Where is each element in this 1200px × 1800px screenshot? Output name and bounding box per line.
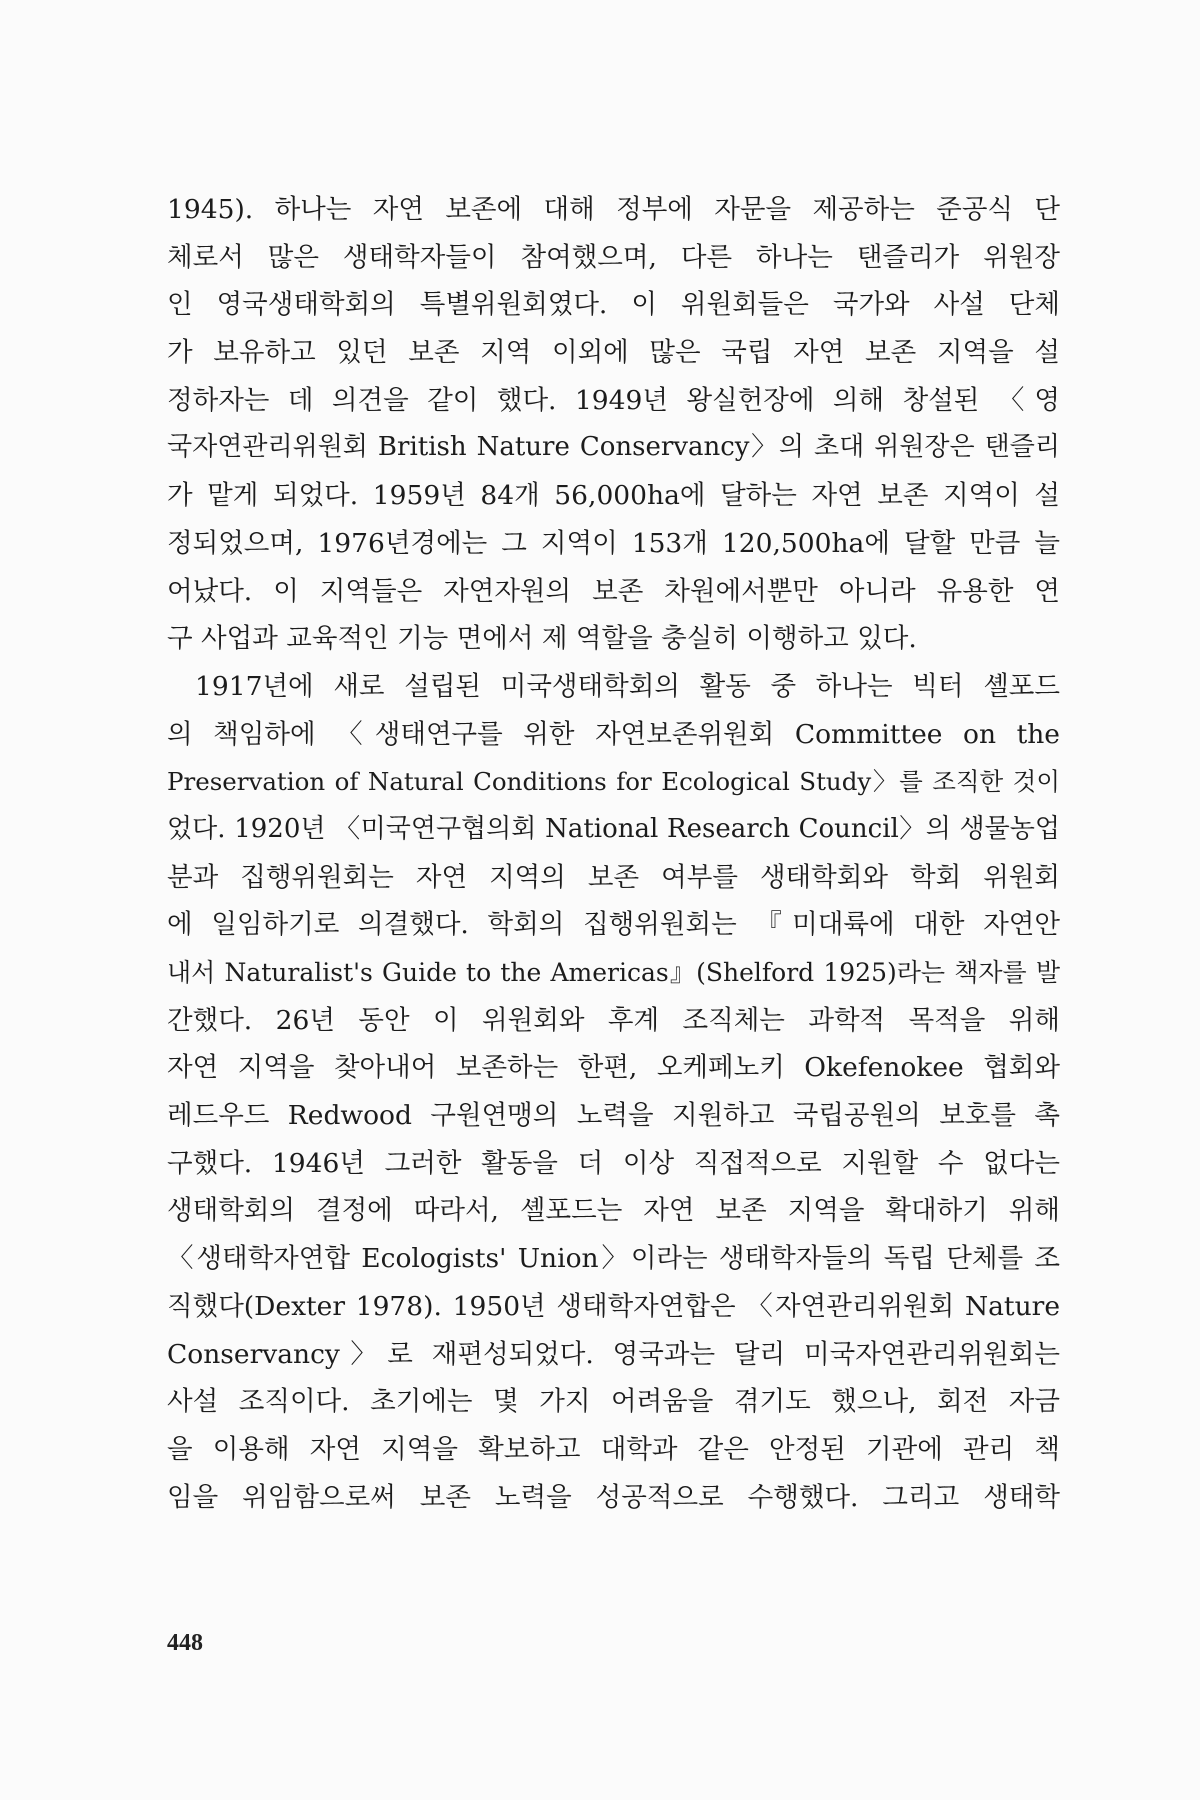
text-line: 구 사업과 교육적인 기능 면에서 제 역할을 충실히 이행하고 있다.	[167, 623, 917, 655]
text-line: 1945). 하나는 자연 보존에 대해 정부에 자문을 제공하는 준공식 단	[167, 194, 1060, 225]
text-line: 사설 조직이다. 초기에는 몇 가지 어려움을 겪기도 했으나, 회전 자금	[167, 1386, 1060, 1418]
text-line: 국자연관리위원회 British Nature Conservancy〉의 초대 위원장은 탠즐리	[167, 432, 1060, 463]
text-line: 정하자는 데 의견을 같이 했다. 1949년 왕실헌장에 의해 창설된 〈영	[167, 384, 1060, 416]
text-line: 었다. 1920년 〈미국연구협의회 National Research Council〉의 생물농업	[167, 813, 1060, 844]
text-line: 임을 위임함으로써 보존 노력을 성공적으로 수행했다. 그리고 생태학	[167, 1481, 1060, 1513]
text-line: 간했다. 26년 동안 이 위원회와 후계 조직체는 과학적 목적을 위해	[167, 1004, 1060, 1036]
text-line: 가 보유하고 있던 보존 지역 이외에 많은 국립 자연 보존 지역을 설	[167, 337, 1060, 369]
page-number: 448	[167, 1630, 203, 1656]
text-line: 레드우드 Redwood 구원연맹의 노력을 지원하고 국립공원의 보호를 촉	[167, 1100, 1060, 1132]
text-line: 체로서 많은 생태학자들이 참여했으며, 다른 하나는 탠즐리가 위원장	[167, 241, 1060, 273]
text-line: 생태학회의 결정에 따라서, 셸포드는 자연 보존 지역을 확대하기 위해	[167, 1195, 1060, 1227]
text-line: 1917년에 새로 설립된 미국생태학회의 활동 중 하나는 빅터 셸포드	[195, 670, 1060, 702]
text-line: 에 일임하기로 의결했다. 학회의 집행위원회는 『미대륙에 대한 자연안	[167, 909, 1060, 941]
text-line: 정되었으며, 1976년경에는 그 지역이 153개 120,500ha에 달할 만큼 늘	[167, 527, 1060, 559]
text-line: Conservancy〉로 재편성되었다. 영국과는 달리 미국자연관리위원회는	[167, 1338, 1060, 1370]
text-line: 내서 Naturalist's Guide to the Americas』(Shelford 1925)라는 책자를 발	[167, 958, 1060, 987]
body-text	[167, 186, 1060, 1521]
text-line: 어났다. 이 지역들은 자연자원의 보존 차원에서뿐만 아니라 유용한 연	[167, 575, 1060, 607]
text-line: 〈생태학자연합 Ecologists' Union〉이라는 생태학자들의 독립 단체를 조	[167, 1243, 1060, 1275]
text-line: 을 이용해 자연 지역을 확보하고 대학과 같은 안정된 기관에 관리 책	[167, 1433, 1060, 1465]
text-line: 구했다. 1946년 그러한 활동을 더 이상 직접적으로 지원할 수 없다는	[167, 1147, 1060, 1179]
text-line: 직했다(Dexter 1978). 1950년 생태학자연합은 〈자연관리위원회 Nature	[167, 1290, 1060, 1322]
text-line: 가 맡게 되었다. 1959년 84개 56,000ha에 달하는 자연 보존 지역이 설	[167, 480, 1060, 512]
text-line: 분과 집행위원회는 자연 지역의 보존 여부를 생태학회와 학회 위원회	[167, 861, 1060, 893]
text-line: 의 책임하에 〈생태연구를 위한 자연보존위원회 Committee on the	[167, 718, 1060, 750]
text-line: Preservation of Natural Conditions for Ecological Study〉를 조직한 것이	[167, 767, 1060, 797]
text-line: 인 영국생태학회의 특별위원회였다. 이 위원회들은 국가와 사설 단체	[167, 289, 1060, 321]
text-line: 자연 지역을 찾아내어 보존하는 한편, 오케페노키 Okefenokee 협회와	[167, 1052, 1060, 1084]
